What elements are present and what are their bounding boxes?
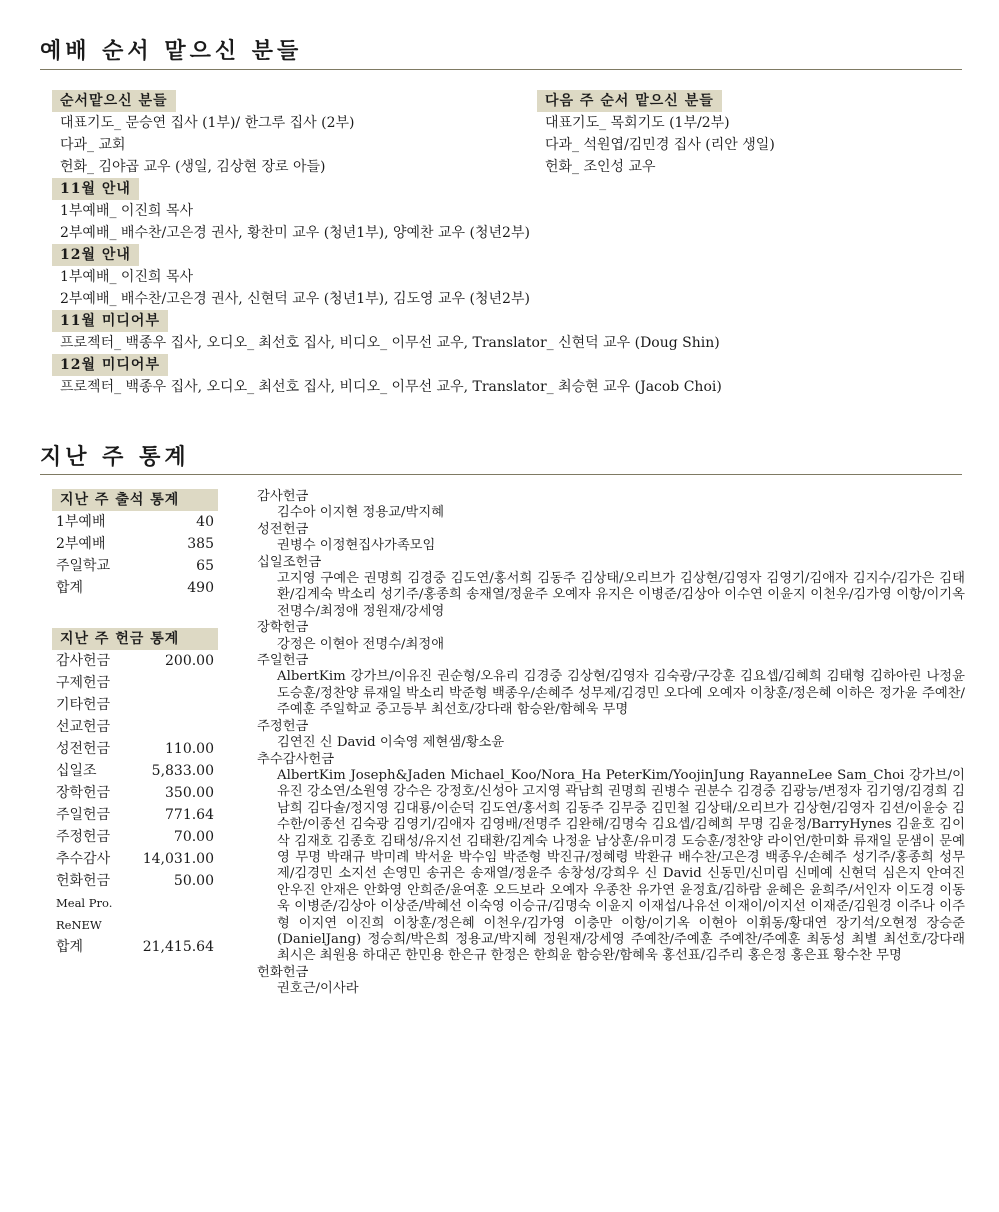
- guide-line: 2부예배_ 배수찬/고은경 권사, 황찬미 교우 (청년1부), 양예찬 교우 (청년2부): [60, 225, 530, 241]
- donation-category: 십일조헌금: [257, 554, 322, 570]
- roles-line: 헌화_ 김야곱 교우 (생일, 김상현 장로 아들): [60, 159, 326, 175]
- stats-label: 감사헌금: [56, 653, 111, 669]
- stats-label: 십일조: [56, 763, 97, 779]
- section-divider: [40, 474, 962, 475]
- stats-value: 70.00: [173, 829, 214, 845]
- stats-label: Meal Pro.: [56, 896, 113, 910]
- nov-guide-header: 11월 안내: [52, 178, 139, 200]
- section-divider: [40, 69, 962, 70]
- stats-label: 구제헌금: [56, 675, 111, 691]
- stats-row: [52, 716, 218, 738]
- offering-stats: [52, 628, 218, 958]
- roles-line: 다과_ 석원엽/김민경 집사 (리안 생일): [545, 137, 775, 153]
- stats-row: [52, 555, 218, 577]
- stats-row: [52, 760, 218, 782]
- stats-label: 2부예배: [56, 536, 106, 552]
- donor-names: 권병수 이정현집사가족모임: [277, 538, 436, 554]
- donor-names: 강정은 이현아 전명수/최정애: [277, 636, 445, 652]
- donor-names: 고지영 구예은 권명희 김경중 김도연/홍서희 김동주 김상태/오리브가 김상현/김영자 김영기/김애자 김지수/김가은 김태환/김계숙 박소리 성기주/홍종희 송재열/정윤주 오예자 유지은 이병준/김상아 이수연 이윤지 이천우/김가영 이항/이기옥 전명수/최정애 정원재/강세영: [277, 571, 965, 619]
- stats-value: 771.64: [165, 807, 214, 823]
- stats-row: [52, 533, 218, 555]
- stats-row: [52, 511, 218, 533]
- stats-value: 385: [187, 536, 214, 552]
- stats-row: [52, 914, 218, 936]
- stats-value: 65: [196, 558, 214, 574]
- attendance-header: 지난 주 출석 통계: [52, 489, 218, 511]
- dec-media-header: 12월 미디어부: [52, 354, 168, 376]
- stats-row: [52, 826, 218, 848]
- nov-media-block: [52, 310, 720, 354]
- roles-line: 다과_ 교회: [60, 137, 126, 153]
- donation-category: 성전헌금: [257, 521, 309, 537]
- donor-names: 김수아 이지현 정용교/박지혜: [277, 505, 445, 521]
- stats-label: ReNEW: [56, 918, 102, 932]
- guide-line: 1부예배_ 이진희 목사: [60, 269, 193, 285]
- stats-value: 5,833.00: [151, 763, 214, 779]
- donor-names: AlbertKim 강가브/이유진 권순형/오유리 김경중 김상현/김영자 김숙광/구강훈 김요셉/김혜희 김태형 김하아린 나정윤 도승훈/정찬양 류재일 박소리 박준형 백종우/손혜주 성무제/김경민 오다예 오예자 이창훈/정은혜 이하은 정가윤 주예찬/주예훈 주일학교 중고등부 최선호/강다래 함승완/함혜욱 무명: [277, 669, 965, 718]
- stats-label: 헌화헌금: [56, 873, 111, 889]
- stats-label: 합계: [56, 939, 84, 955]
- attendance-stats: [52, 489, 218, 599]
- stats-row: [52, 577, 218, 599]
- stats-label: 합계: [56, 580, 84, 596]
- stats-label: 주일헌금: [56, 807, 111, 823]
- donor-names: 김연진 신 David 이숙영 제현샘/황소윤: [277, 735, 505, 751]
- donation-category: 헌화헌금: [257, 964, 309, 980]
- stats-value: 110.00: [165, 741, 214, 757]
- stats-row: [52, 936, 218, 958]
- roles-line: 헌화_ 조인성 교우: [545, 159, 656, 175]
- roles-line: 대표기도_ 목회기도 (1부/2부): [545, 115, 730, 131]
- dec-media-block: [52, 354, 722, 398]
- donation-category: 주정헌금: [257, 718, 309, 734]
- roles-line: 대표기도_ 문승연 집사 (1부)/ 한그루 집사 (2부): [60, 115, 355, 131]
- stats-value: 350.00: [165, 785, 214, 801]
- media-line: 프로젝터_ 백종우 집사, 오디오_ 최선호 집사, 비디오_ 이무선 교우, Translator_ 최승현 교우 (Jacob Choi): [60, 379, 722, 395]
- donor-names: 권호근/이사라: [277, 981, 359, 997]
- dec-guide-header: 12월 안내: [52, 244, 139, 266]
- donor-list: [257, 489, 965, 998]
- stats-label: 1부예배: [56, 514, 106, 530]
- stats-row: [52, 650, 218, 672]
- donation-category: 주일헌금: [257, 653, 309, 669]
- guide-line: 2부예배_ 배수찬/고은경 권사, 신현덕 교우 (청년1부), 김도영 교우 (청년2부): [60, 291, 530, 307]
- stats-label: 주일학교: [56, 558, 111, 574]
- stats-row: [52, 672, 218, 694]
- stats-label: 추수감사: [56, 851, 111, 867]
- stats-row: [52, 804, 218, 826]
- stats-value: 14,031.00: [142, 851, 214, 867]
- donation-category: 추수감사헌금: [257, 751, 335, 767]
- next-roles-header: 다음 주 순서 맡으신 분들: [537, 90, 722, 112]
- guide-line: 1부예배_ 이진희 목사: [60, 203, 193, 219]
- stats-row: [52, 892, 218, 914]
- stats-value: 490: [187, 580, 214, 596]
- stats-value: 21,415.64: [142, 939, 214, 955]
- stats-row: [52, 870, 218, 892]
- current-roles-header: 순서맡으신 분들: [52, 90, 176, 112]
- current-roles-block: [52, 90, 532, 178]
- section-title-last-week-stats: 지난 주 통계: [40, 444, 190, 470]
- stats-row: [52, 782, 218, 804]
- donation-category: 감사헌금: [257, 489, 309, 504]
- donor-names: AlbertKim Joseph&Jaden Michael_Koo/Nora_Ha PeterKim/YoojinJung RayanneLee Sam_Choi 강가브/이유진 강소연/소원영 강수은 강정호/신성아 고지영 곽남희 권명희 권병수 권분수 김경중 김광능/변정자 김기영/김경희 김남희 김다솔/정지영 김대룡/이순덕 김도연/홍서희 김동주 김무중 김민철 김상태/오리브가 김상현/김영자 김션/이윤숭 김수한/이종선 김숙광 김영기/김애자 김영배/전명주 김완해/김명숙 김요셉/김혜희 무명 김윤정/BarryHynes 김윤호 김이삭 김재호 김종호 김태성/유지선 김태환/김계숙 나정윤 남상훈/유미경 도승훈/정찬양 라이언/한미화 류재일 문샘이 문예영 무명 박래규 박미례 박서윤 박수임 박준형 박진규/정혜령 박환규 배수찬/고은경 백종우/손혜주 성기주/홍종희 성무제/김경민 소지선 손영민 송귀은 송재열/정윤주 송창성/강희우 신 David 신동민/신미림 신메예 신현덕 심은지 안여진 안우진 안재은 안화영 안희준/윤여훈 오드보라 오예자 우종찬 유가연 윤정효/김하람 윤혜은 윤희주/서인자 이도경 이동욱 이병준/김상아 이상준/박혜선 이숙영 이승규/김명숙 이윤지 이재섭/나유선 이재이/이지선 이재준/김원경 이주나 이주형 이지연 이진희 이창훈/정은혜 이천우/김가영 이충만 이항/이기옥 이현아 이휘동/황대연 장기석/오현정 장승준(DanielJang) 정승희/박은희 정용교/박지혜 정원재/강세영 주예찬/주예훈 주예찬/주예훈 최동성 최별 최선호/강다래 최시은 최원용 하대곤 한민용 한은규 한정은 한희윤 함승완/함혜욱 홍선표/김주리 홍은정 홍은표 황수찬 무명: [277, 767, 965, 964]
- dec-guide-block: [52, 244, 532, 310]
- stats-row: [52, 738, 218, 760]
- nov-media-header: 11월 미디어부: [52, 310, 168, 332]
- media-line: 프로젝터_ 백종우 집사, 오디오_ 최선호 집사, 비디오_ 이무선 교우, Translator_ 신현덕 교우 (Doug Shin): [60, 335, 720, 351]
- stats-row: [52, 694, 218, 716]
- nov-guide-block: [52, 178, 532, 244]
- next-week-roles-column: [537, 90, 957, 178]
- stats-label: 성전헌금: [56, 741, 111, 757]
- stats-label: 주정헌금: [56, 829, 111, 845]
- stats-label: 기타헌금: [56, 697, 111, 713]
- stats-label: 선교헌금: [56, 719, 111, 735]
- stats-row: [52, 848, 218, 870]
- stats-value: 50.00: [173, 873, 214, 889]
- section-title-service-roles: 예배 순서 맡으신 분들: [40, 38, 303, 64]
- stats-value: 40: [196, 514, 214, 530]
- stats-label: 장학헌금: [56, 785, 111, 801]
- stats-value: 200.00: [165, 653, 214, 669]
- offering-header: 지난 주 헌금 통계: [52, 628, 218, 650]
- donation-category: 장학헌금: [257, 620, 309, 636]
